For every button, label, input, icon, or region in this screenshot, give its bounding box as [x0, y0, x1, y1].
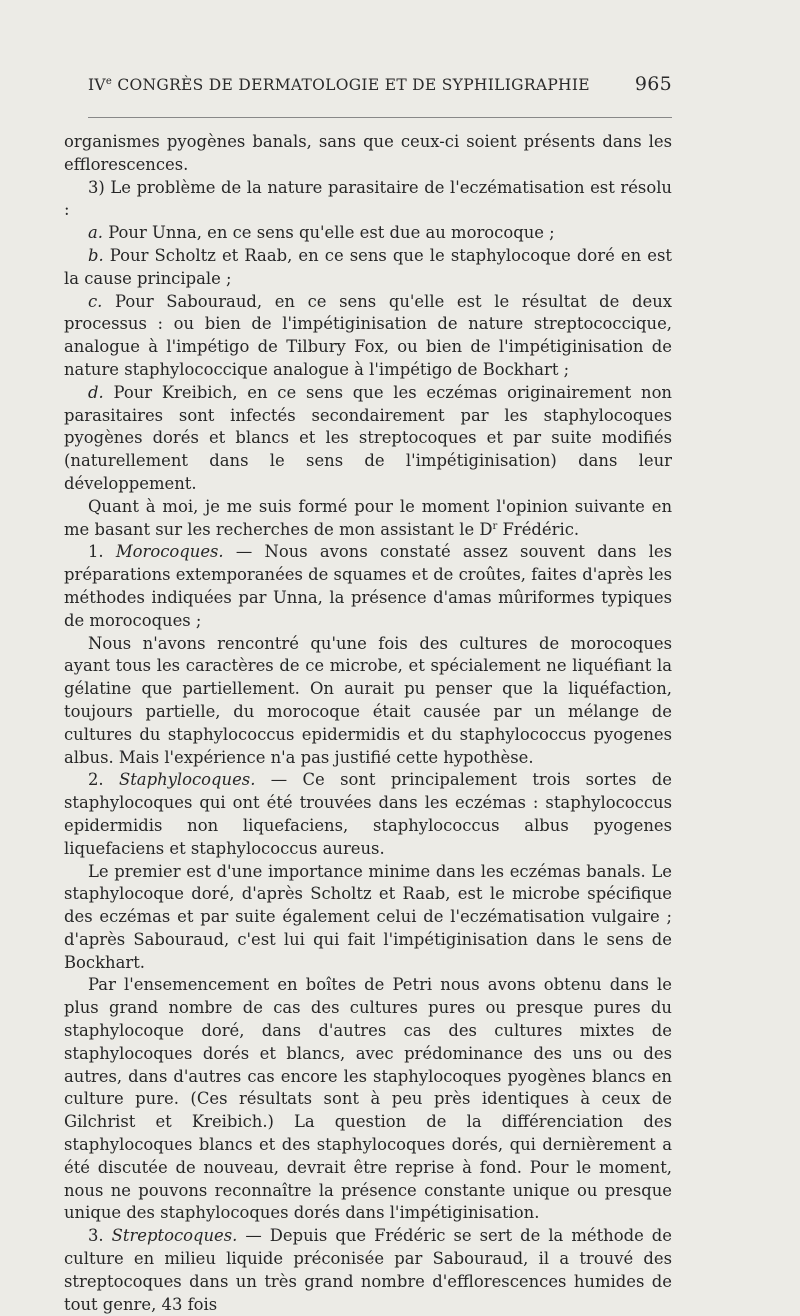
paragraph: c. Pour Sabouraud, en ce sens qu'elle est le résultat de deux processus : ou bien de l'impétiginisation de nature streptococcique, analogue à l'impétigo de Tilbury Fox, ou bien de l'impétiginisation de nature staphylococcique analogue à l'impétigo de Bockhart ;: [64, 291, 672, 379]
paragraph: Par l'ensemencement en boîtes de Petri nous avons obtenu dans le plus grand nombre de cas des cultures pures ou presque pures du staphylocoque doré, dans d'autres cas des cultures mixtes de staphylocoques dorés et blancs, avec prédominance des uns ou des autres, dans d'autres cas encore les staphylocoques pyogènes blancs en culture pure. (Ces résultats sont à peu près identiques à ceux de Gilchrist et Kreibich.) La question de la différenciation des staphylocoques blancs et des staphylocoques dorés, qui dernièrement a été discutée de nouveau, devrait être reprise à fond. Pour le moment, nous ne pouvons reconnaître la présence constante unique ou presque unique des staphylocoques dorés dans l'impétiginisation.: [64, 975, 672, 1223]
paragraph: Quant à moi, je me suis formé pour le moment l'opinion suivante en me basant sur les recherches de mon assistant le $D^r$ Frédéric.: [64, 496, 672, 539]
paragraph: organismes pyogènes banals, sans que ceux-ci soient présents dans les efflorescences.: [64, 132, 672, 174]
section-heading: Morocoques.: [115, 542, 224, 562]
congress-ordinal: IV: [88, 76, 106, 94]
item-letter: b.: [88, 245, 104, 265]
paragraph: 3) Le problème de la nature parasitaire de l'eczématisation est résolu :: [64, 177, 672, 220]
paragraph: b. Pour Scholtz et Raab, en ce sens que le staphylocoque doré en est la cause principale ;: [64, 245, 672, 288]
paragraph: 2. Staphylocoques. — Ce sont principalement trois sortes de staphylocoques qui ont été trouvées dans les eczémas : staphylococcus epidermidis non liquefaciens, staphylococcus albus pyogenes liquefaciens et staphylococcus aureus.: [64, 770, 672, 858]
section-heading: Streptocoques.: [111, 1226, 238, 1246]
paragraph: Le premier est d'une importance minime dans les eczémas banals. Le staphylocoque doré, d'après Scholtz et Raab, est le microbe spécifique des eczémas et par suite également celui de l'eczématisation vulgaire ; d'après Sabouraud, c'est lui qui fait l'impétiginisation dans le sens de Bockhart.: [64, 861, 672, 972]
ordinal-superscript: e: [105, 76, 113, 87]
item-letter: c.: [88, 291, 103, 311]
item-letter: d.: [88, 382, 104, 402]
header-rule: [88, 117, 672, 118]
running-head-title: CONGRÈS DE DERMATOLOGIE ET DE SYPHILIGRAPHIE: [112, 76, 590, 94]
paragraph: 1. Morocoques. — Nous avons constaté assez souvent dans les préparations extemporanées de squames et de croûtes, faites d'après les méthodes indiquées par Unna, la présence d'amas mûriformes typiques de morocoques ;: [64, 542, 672, 630]
section-heading: Staphylocoques.: [118, 770, 256, 790]
paragraph: Nous n'avons rencontré qu'une fois des cultures de morocoques ayant tous les caractères de ce microbe, et spécialement ne liquéfiant la gélatine que partiellement. On aurait pu penser que la liquéfaction, toujours partielle, du morocoque était causée par un mélange de cultures du staphylococcus epidermidis et du staphylococcus pyogenes albus. Mais l'expérience n'a pas justifié cette hypothèse.: [64, 633, 672, 767]
body-text: [64, 131, 672, 1316]
doctor-superscript: r: [492, 520, 498, 532]
running-head: [88, 73, 672, 95]
paragraph: a. Pour Unna, en ce sens qu'elle est due au morocoque ;: [88, 223, 555, 243]
paragraph: 3. Streptocoques. — Depuis que Frédéric se sert de la méthode de culture en milieu liquide préconisée par Sabouraud, il a trouvé des streptocoques dans un très grand nombre d'efflorescences humides de tout genre, 43 fois: [64, 1226, 672, 1314]
page-number: 965: [634, 73, 672, 95]
paragraph: d. Pour Kreibich, en ce sens que les eczémas originairement non parasitaires sont infectés secondairement par les staphylocoques pyogènes dorés et blancs et les streptocoques et par suite modifiés (naturellement dans le sens de l'impétiginisation) dans leur développement.: [64, 382, 672, 493]
item-letter: a.: [88, 223, 103, 243]
